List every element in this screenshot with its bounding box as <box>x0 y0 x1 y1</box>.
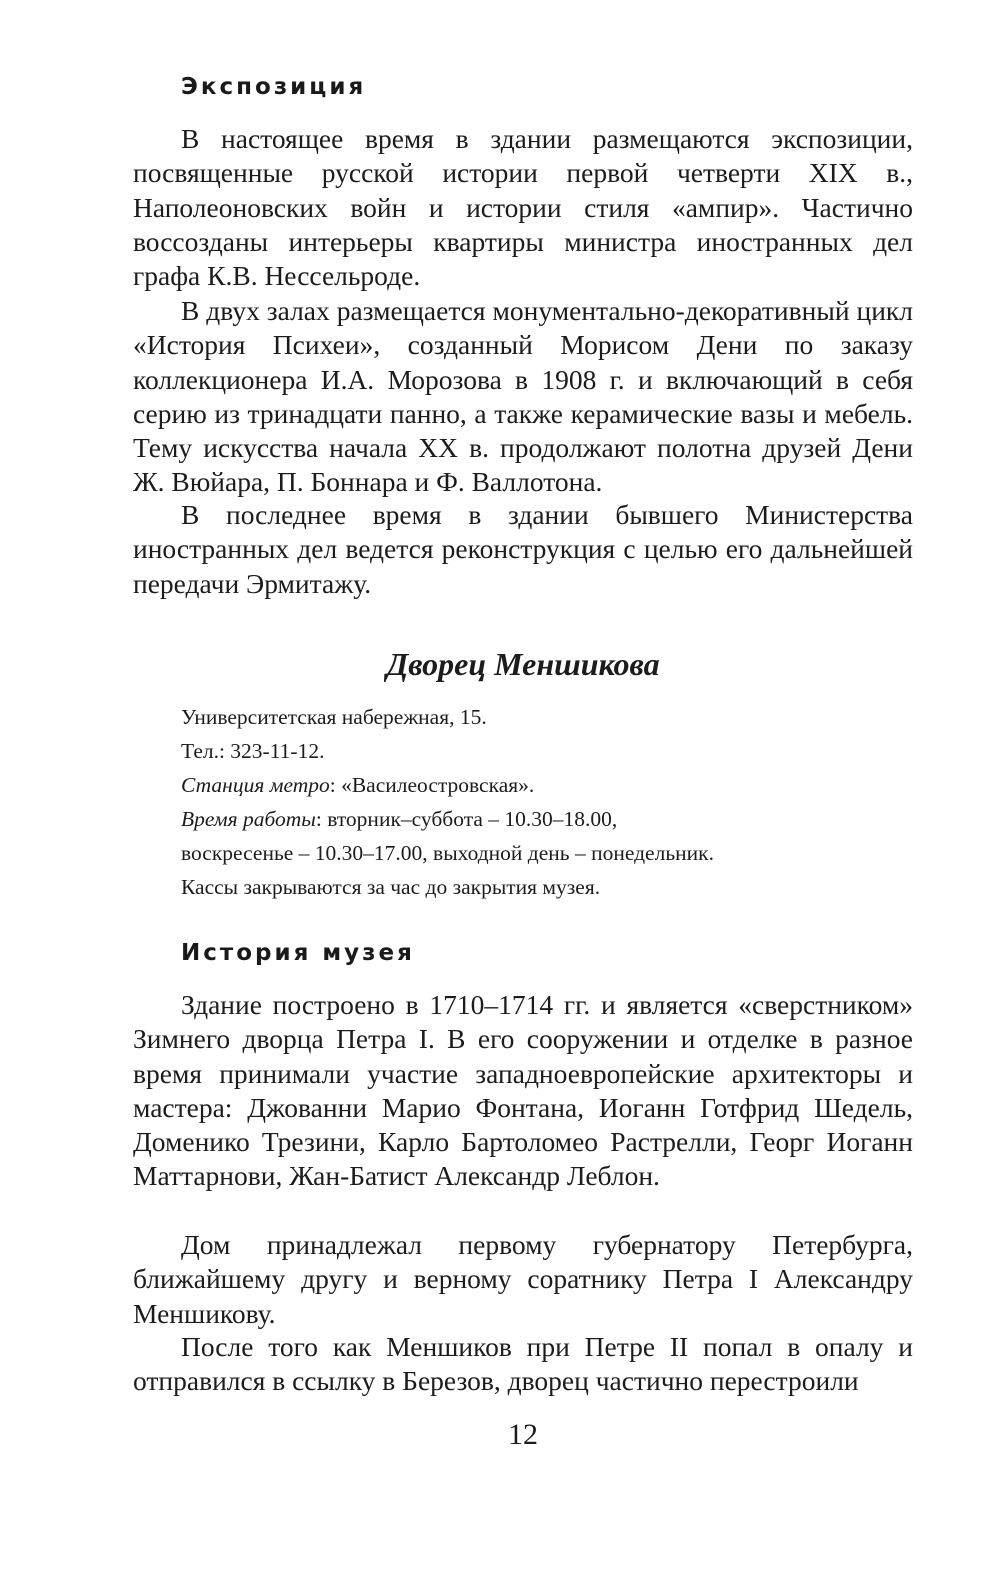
paragraph-history-1: Здание построено в 1710–1714 гг. и является «сверстником» Зимнего дворца Петра I. В его сооружении и отделке в разное время принимали участие западноевропейские архитекторы и мастера: Джованни Марио Фонтана, Иоганн Готфрид Шедель, Доменико Трезини, Карло Бартоломео Растрелли, Георг Иоганн Маттарнови, Жан-Батист Александр Леблон. <box>133 989 913 1192</box>
paragraph-exposition-1: В настоящее время в здании размещаются экспозиции, посвященные русской истории первой четверти XIX в., Наполеоновских войн и истории стиля «ампир». Частично воссозданы интерьеры квартиры министра иностранных дел графа К.В. Нессельроде. <box>133 123 913 292</box>
paragraph-exposition-3: В последнее время в здании бывшего Министерства иностранных дел ведется реконструкция с целью его дальнейшей передачи Эрмитажу. <box>133 499 913 599</box>
metro-value: : «Василеостровская». <box>329 773 535 797</box>
museum-hours-line2: воскресенье – 10.30–17.00, выходной день – понедельник. <box>181 841 714 865</box>
museum-metro <box>181 768 534 802</box>
paragraph-exposition-2: В двух залах размещается монументально-декоративный цикл «История Психеи», созданный Морисом Дени по заказу коллекционера И.А. Морозова в 1908 г. и включающий в себя серию из тринадцати панно, а также керамические вазы и мебель. Тему искусства начала XX в. продолжают полотна друзей Дени Ж. Вюйара, П. Боннара и Ф. Валлотона. <box>133 295 913 498</box>
section-heading-history: История музея <box>181 940 415 966</box>
paragraph-history-2: Дом принадлежал первому губернатору Петербурга, ближайшему другу и верному соратнику Петра I Александру Меншикову. <box>133 1229 913 1329</box>
hours-value: : вторник–суббота – 10.30–18.00, <box>315 807 618 831</box>
paragraph-history-3: После того как Меншиков при Петре II попал в опалу и отправился в ссылку в Березов, дворец частично перестроили <box>133 1331 913 1397</box>
museum-hours <box>181 802 617 836</box>
museum-cashier-note: Кассы закрываются за час до закрытия музея. <box>181 875 601 899</box>
museum-title: Дворец Меншикова <box>386 646 660 682</box>
museum-address: Университетская набережная, 15. <box>181 705 487 729</box>
metro-label: Станция метро <box>181 773 330 797</box>
museum-phone: Тел.: 323-11-12. <box>181 739 325 763</box>
hours-label: Время работы <box>181 807 316 831</box>
section-heading-exposition: Экспозиция <box>181 74 367 100</box>
page-number: 12 <box>508 1418 538 1451</box>
